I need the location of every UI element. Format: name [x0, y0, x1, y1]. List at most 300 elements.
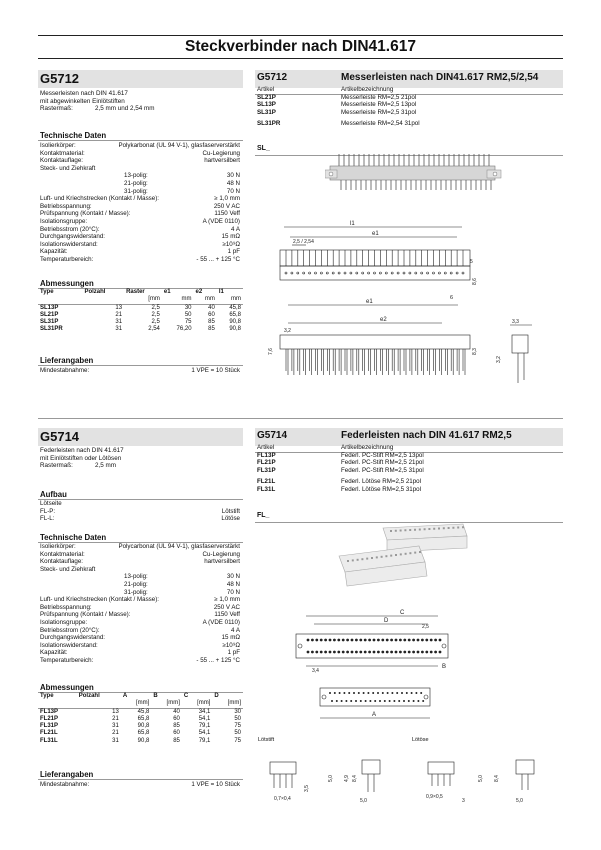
column-header: Polzahl: [84, 289, 106, 295]
contact-hole: [390, 639, 393, 642]
row-key: Prüfspannung (Kontakt / Masse):: [40, 611, 131, 619]
row-value: 70 N: [226, 187, 240, 195]
table-cell: 60: [173, 730, 180, 737]
row-key: 31-polig:: [124, 588, 148, 596]
article-code: SL21P: [257, 94, 276, 101]
table-cell: 90,8: [137, 723, 150, 730]
data-row: [40, 172, 240, 180]
section-title: Federleisten nach DIN 41.617 RM2,5: [341, 430, 512, 441]
contact-hole: [337, 639, 340, 642]
table-cell: SL31P: [40, 319, 59, 326]
row-key: Temperaturbereich:: [40, 255, 94, 263]
divider: [38, 365, 243, 366]
article-name: Messerleiste RM=2,5 21pol: [341, 94, 417, 101]
data-row: [40, 642, 240, 650]
row-value: 1 pF: [227, 248, 240, 256]
row-key: Betriebsstrom (20°C):: [40, 626, 100, 634]
table-cell: 65,8: [229, 311, 241, 318]
column-header: Raster: [126, 289, 145, 295]
header-rule-bottom: [38, 58, 563, 59]
raster-value: 2,5 mm: [95, 462, 116, 470]
row-key: 13-polig:: [124, 573, 148, 581]
contact-hole: [430, 639, 433, 642]
fl-technical-drawing: [292, 608, 452, 733]
data-row: [40, 150, 240, 158]
data-row: [40, 195, 240, 203]
contact-hole: [428, 528, 430, 530]
contact-hole: [358, 692, 360, 694]
table-cell: 30: [184, 304, 192, 311]
table-row: [38, 738, 243, 745]
unit-cell: mm: [181, 296, 192, 303]
pin-hole: [309, 272, 311, 274]
contact-hole: [351, 651, 354, 654]
table-cell: 21: [112, 715, 119, 722]
row-key: Betriebsstrom (20°C):: [40, 225, 100, 233]
row-key: Isolierkörper:: [40, 543, 76, 550]
row-value: ≥10⁹Ω: [222, 641, 240, 649]
unit-cell: mm: [231, 296, 241, 303]
contact-hole: [365, 700, 367, 702]
data-row: [40, 256, 240, 264]
table-cell: 31: [115, 319, 123, 326]
col-artikel: Artikel: [257, 86, 275, 93]
contact-hole: [369, 700, 371, 702]
row-value: 15 mΩ: [221, 634, 240, 642]
table-cell: 79,1: [198, 723, 211, 730]
contact-hole: [390, 530, 392, 532]
table-cell: SL31PR: [40, 326, 63, 333]
contact-hole: [381, 651, 384, 654]
table-cell: 79,1: [198, 737, 211, 744]
dim-32: 3,2: [284, 328, 291, 334]
row-key: Betriebsspannung:: [40, 603, 92, 611]
row-key: Isolierkörper:: [40, 142, 76, 149]
table-cell: 85: [208, 326, 215, 333]
row-value: 48 N: [226, 179, 240, 187]
contact-hole: [408, 651, 411, 654]
contact-hole: [329, 651, 332, 654]
column-header: A: [122, 693, 128, 699]
dim-B: B: [442, 664, 447, 670]
unit-cell: [mm]: [227, 700, 241, 707]
article-name: Federl. Lötöse RM=2,5 31pol: [341, 485, 421, 493]
unit-cell: [mm]: [197, 700, 211, 707]
table-row: [38, 319, 243, 326]
row-key: FL-L:: [40, 515, 55, 523]
row-key: 21-polig:: [124, 580, 148, 588]
dim-e: 4,9: [344, 775, 350, 782]
table-cell: 90,8: [137, 737, 150, 744]
contact-hole: [307, 651, 310, 654]
contact-hole: [401, 692, 403, 694]
contact-hole: [398, 700, 400, 702]
contact-hole: [342, 651, 345, 654]
table-row: [38, 326, 243, 333]
contact-hole: [348, 692, 350, 694]
table-cell: 50: [184, 311, 192, 318]
pin-hole: [320, 272, 322, 274]
table-cell: 31: [112, 737, 119, 744]
row-value: 30 N: [226, 573, 240, 581]
dim-76: 7,6: [268, 348, 274, 355]
pin-hole: [427, 272, 429, 274]
pin-hole: [391, 272, 393, 274]
contact-hole: [390, 651, 393, 654]
row-value: Cu-Legierung: [202, 550, 240, 558]
data-row: [40, 611, 240, 619]
pin-hole: [338, 272, 340, 274]
pin-hole: [450, 272, 452, 274]
liefer-value: 1 VPE = 10 Stück: [191, 781, 240, 788]
row-key: Luft- und Kriechstrecken (Kontakt / Masse):: [40, 596, 159, 604]
dim-34: 3,4: [312, 668, 319, 674]
contact-hole: [346, 639, 349, 642]
article-row: [257, 467, 557, 474]
contact-hole: [452, 527, 454, 529]
section-code: G5714: [257, 430, 288, 441]
table-cell: 40: [208, 304, 215, 311]
liefer-value: 1 VPE = 10 Stück: [191, 367, 240, 374]
contact-hole: [439, 639, 442, 642]
pin-hole: [344, 272, 346, 274]
table-cell: 31: [112, 723, 119, 730]
contact-hole: [324, 651, 327, 654]
liefer-heading: Lieferangaben: [40, 770, 94, 779]
article-row: [257, 120, 557, 127]
pin-hole: [403, 272, 405, 274]
table-cell: 75: [184, 319, 192, 326]
contact-hole: [439, 651, 442, 654]
contact-hole: [315, 651, 318, 654]
contact-hole: [373, 639, 376, 642]
row-value: - 55 ... + 125 °C: [196, 656, 240, 664]
desc-line: mit abgewinkelten Einlötstiften: [40, 97, 125, 105]
table-cell: 21: [112, 730, 119, 737]
column-header: D: [214, 693, 219, 699]
section-code: G5714: [40, 429, 80, 444]
pin-hole: [356, 272, 358, 274]
contact-hole: [430, 651, 433, 654]
table-cell: FL21P: [40, 715, 59, 722]
contact-hole: [333, 651, 336, 654]
table-cell: 13: [112, 708, 119, 715]
article-name: Federl. PC-Stift RM=2,5 31pol: [341, 466, 424, 474]
section-code: G5712: [40, 71, 80, 86]
contact-hole: [421, 639, 424, 642]
contact-hole: [359, 639, 362, 642]
table-cell: 50: [234, 730, 241, 737]
contact-hole: [355, 700, 357, 702]
contact-hole: [420, 692, 422, 694]
row-value: A (VDE 0110): [202, 217, 240, 225]
contact-hole: [413, 700, 415, 702]
table-cell: 76,20: [176, 326, 192, 333]
row-key: Kontaktmaterial:: [40, 149, 85, 157]
unit-cell: [82, 296, 124, 304]
contact-hole: [307, 639, 310, 642]
contact-hole: [448, 527, 450, 529]
contact-hole: [417, 700, 419, 702]
row-key: Kapazität:: [40, 248, 68, 256]
data-row: [40, 558, 240, 566]
loetstift-label: Lötstift: [258, 737, 275, 743]
contact-hole: [377, 651, 380, 654]
section-title: Messerleisten nach DIN41.617 RM2,5/2,54: [341, 72, 539, 83]
contact-hole: [320, 639, 323, 642]
row-value: ≥10⁹Ω: [222, 240, 240, 248]
article-name: Messerleiste RM=2,5 13pol: [341, 101, 417, 109]
contact-hole: [387, 692, 389, 694]
data-row: [40, 573, 240, 581]
contact-hole: [324, 639, 327, 642]
contact-hole: [373, 651, 376, 654]
data-row: [40, 566, 240, 574]
contact-hole: [357, 559, 359, 561]
col-bezeichnung: Artikelbezeichnung: [341, 86, 394, 93]
contact-hole: [434, 651, 437, 654]
table-cell: 13: [115, 304, 123, 311]
contact-hole: [443, 527, 445, 529]
contact-hole: [336, 700, 338, 702]
raster-value: 2,5 mm und 2,54 mm: [95, 105, 155, 113]
contact-hole: [377, 692, 379, 694]
row-key: 13-polig:: [124, 172, 148, 180]
row-key: Steck- und Ziehkraft: [40, 565, 96, 573]
table-cell: 90,8: [229, 326, 241, 333]
row-value: 4 A: [231, 225, 240, 233]
g5714-description: [40, 447, 124, 470]
dim-i: 8,4: [494, 775, 500, 782]
contact-hole: [422, 700, 424, 702]
contact-hole: [419, 529, 421, 531]
column-header: B: [153, 693, 158, 699]
table-cell: FL21L: [40, 730, 58, 737]
dim-f: 0,9×0,5: [426, 794, 443, 800]
row-value: hartversilbert: [204, 157, 240, 165]
article-name: Federl. PC-Stift RM=2,5 13pol: [341, 452, 424, 459]
fl-connector-photo: [335, 522, 475, 597]
contact-hole: [409, 529, 411, 531]
row-key: 21-polig:: [124, 179, 148, 187]
table-row: [38, 312, 243, 319]
contact-hole: [399, 651, 402, 654]
divider: [38, 140, 243, 141]
contact-hole: [396, 692, 398, 694]
article-row: [257, 452, 557, 459]
sl-connector-photo: [325, 152, 505, 192]
contact-hole: [457, 527, 459, 529]
pin-hole: [315, 272, 317, 274]
table-cell: 75: [234, 723, 241, 730]
contact-hole: [462, 526, 464, 528]
dim-86: 8,6: [472, 278, 478, 285]
pin-hole: [379, 272, 381, 274]
column-header: Type: [40, 693, 54, 699]
data-row: [40, 657, 240, 665]
loetstift-drawing: [262, 752, 402, 812]
table-cell: 2,5: [151, 311, 160, 318]
data-row: [40, 188, 240, 196]
dims-heading: Abmessungen: [40, 279, 94, 288]
dim-e2: e2: [380, 317, 387, 323]
table-cell: FL31P: [40, 723, 59, 730]
contact-hole: [337, 651, 340, 654]
data-row: [40, 157, 240, 165]
dim-d: 8,4: [352, 775, 358, 782]
table-cell: 45,8: [137, 708, 150, 715]
article-code: FL21P: [257, 459, 276, 467]
table-cell: 85: [173, 737, 180, 744]
dim-32b: 3,2: [496, 356, 502, 363]
contact-hole: [377, 639, 380, 642]
contact-hole: [434, 639, 437, 642]
data-row: [40, 589, 240, 597]
g5712-description: [40, 90, 155, 113]
contact-hole: [329, 692, 331, 694]
contact-hole: [438, 528, 440, 530]
row-value: 48 N: [226, 580, 240, 588]
contact-hole: [339, 692, 341, 694]
dim-h: 5,0: [478, 775, 484, 782]
contact-hole: [374, 700, 376, 702]
row-key: Isolationsgruppe:: [40, 217, 88, 225]
article-name: Federl. PC-Stift RM=2,5 21pol: [341, 459, 424, 467]
pin-hole: [438, 272, 440, 274]
table-cell: 31: [115, 326, 123, 333]
contact-hole: [368, 639, 371, 642]
row-value: A (VDE 0110): [202, 618, 240, 626]
contact-hole: [417, 651, 420, 654]
article-code: FL31L: [257, 485, 276, 493]
article-list: [257, 452, 557, 493]
units-row: [38, 700, 243, 708]
contact-hole: [359, 651, 362, 654]
table-cell: FL31L: [40, 737, 58, 744]
article-code: FL21L: [257, 478, 276, 486]
liefer-row: [40, 781, 240, 789]
row-value: 1150 Veff: [214, 210, 240, 218]
contact-hole: [400, 530, 402, 532]
dim-j: 5,0: [360, 798, 367, 804]
contact-hole: [341, 700, 343, 702]
contact-hole: [412, 651, 415, 654]
data-row: [40, 226, 240, 234]
contact-hole: [391, 692, 393, 694]
data-row: [40, 627, 240, 635]
data-row: [40, 210, 240, 218]
row-key: Kapazität:: [40, 649, 68, 657]
contact-hole: [311, 639, 314, 642]
unit-cell: [mm]: [166, 700, 180, 707]
dim-33: 3,3: [512, 319, 519, 325]
article-name: Messerleiste RM=2,5 31pol: [341, 108, 417, 116]
pin-hole: [397, 272, 399, 274]
dim-e1: e1: [372, 231, 379, 237]
contact-hole: [367, 692, 369, 694]
column-header: l1: [218, 289, 224, 295]
loetoese-drawing: [420, 752, 560, 812]
contact-hole: [320, 651, 323, 654]
row-key: Lötseite: [40, 500, 62, 507]
contact-hole: [409, 552, 411, 554]
contact-hole: [381, 556, 383, 558]
dim-g: 3: [462, 798, 465, 804]
raster-label: Rastermaß:: [40, 462, 73, 470]
dim-D: D: [384, 618, 389, 624]
row-value: Polykarbonat (UL 94 V-1), glasfaserverstärkt: [118, 142, 240, 149]
units-row: [38, 296, 243, 304]
column-header: Polzahl: [78, 693, 100, 699]
contact-hole: [331, 700, 333, 702]
row-key: Luft- und Kriechstrecken (Kontakt / Masse):: [40, 195, 159, 203]
contact-hole: [361, 558, 363, 560]
desc-line: mit Einlötstiften oder Lötösen: [40, 454, 122, 462]
pin-hole: [297, 272, 299, 274]
pin-hole: [409, 272, 411, 274]
table-cell: 2,54: [148, 326, 160, 333]
contact-hole: [421, 651, 424, 654]
contact-hole: [385, 555, 387, 557]
article-code: SL31PR: [257, 120, 281, 128]
table-cell: 65,8: [137, 715, 150, 722]
table-cell: 65,8: [137, 730, 150, 737]
pin-hole: [303, 272, 305, 274]
article-code: FL31P: [257, 466, 276, 474]
contact-hole: [311, 651, 314, 654]
table-cell: 2,5: [151, 319, 160, 326]
aufbau-heading: Aufbau: [40, 490, 67, 499]
contact-hole: [366, 558, 368, 560]
data-row: [40, 515, 240, 523]
unit-cell: mm: [204, 296, 215, 303]
pin-hole: [415, 272, 417, 274]
divider: [38, 779, 243, 780]
contact-hole: [425, 651, 428, 654]
pin-hole: [326, 272, 328, 274]
contact-hole: [384, 700, 386, 702]
row-key: Kontaktmaterial:: [40, 550, 85, 558]
row-value: hartversilbert: [204, 558, 240, 566]
table-cell: 60: [208, 311, 215, 318]
data-row: [40, 218, 240, 226]
contact-hole: [408, 639, 411, 642]
contact-hole: [399, 639, 402, 642]
contact-hole: [433, 528, 435, 530]
contact-hole: [360, 700, 362, 702]
contact-hole: [395, 554, 397, 556]
dim-j2: 5,0: [516, 798, 523, 804]
contact-hole: [414, 552, 416, 554]
drawing-label: FL_: [257, 512, 270, 519]
row-value: Lötstift: [221, 507, 240, 515]
loetoese-label: Lötöse: [412, 737, 429, 743]
contact-hole: [412, 639, 415, 642]
liefer-label: Mindestabnahme:: [40, 367, 90, 374]
page-title: Steckverbinder nach DIN41.617: [185, 38, 416, 55]
row-value: Cu-Legierung: [202, 149, 240, 157]
raster-line: [40, 105, 155, 113]
tech-heading: Technische Daten: [40, 533, 107, 542]
pin-hole: [374, 272, 376, 274]
table-row: [38, 708, 243, 716]
contact-hole: [329, 639, 332, 642]
data-row: [40, 142, 240, 150]
dim-a: 0,7×0,4: [274, 796, 291, 802]
table-cell: 34,1: [198, 708, 211, 715]
dim-C: C: [400, 610, 405, 616]
row-value: 250 V AC: [213, 202, 240, 210]
